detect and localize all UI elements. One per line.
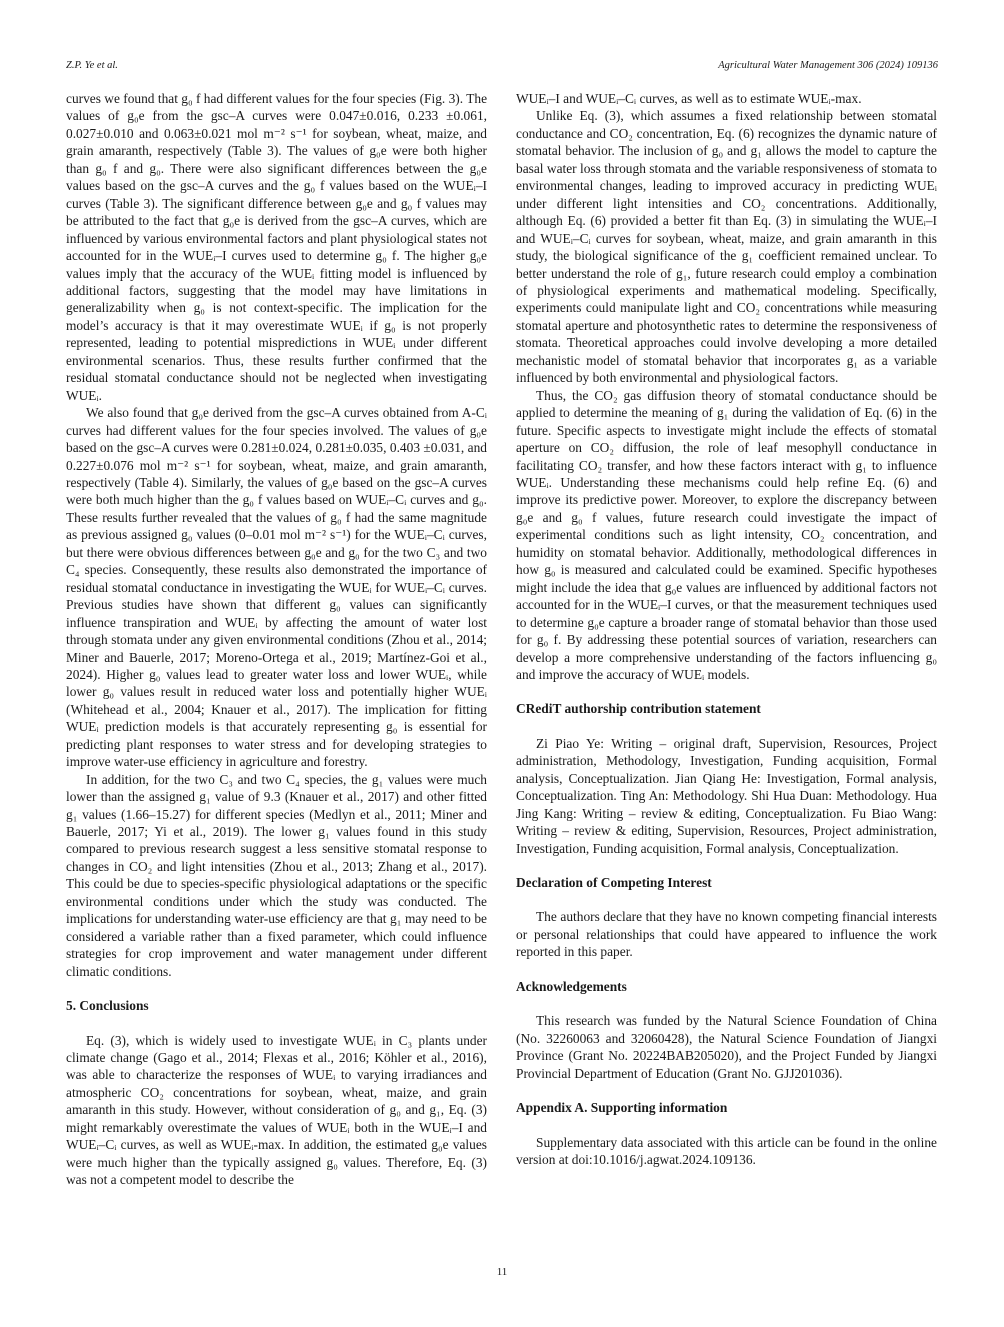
paragraph: WUEᵢ–I and WUEᵢ–Cᵢ curves, as well as to estimate WUEᵢ-max. [516, 91, 862, 106]
section-heading-credit: CRediT authorship contribution statement [516, 701, 761, 717]
paragraph: Thus, the CO₂ gas diffusion theory of stomatal conductance should be applied to determine the meaning of g₁ during the validation of Eq. (6) in the future. Specific aspects to investigate might include the effects of stomatal aperture on CO₂ diffusion, the role of leaf mesophyll conductance in facilitating CO₂ transfer, and how these factors interact with g₁ to influence WUEᵢ. Understanding these mechanisms could help refine Eq. (6) and improve its predictive power. Moreover, to explore the discrepancy between g₀e and g₀ f values, future research could investigate the impact of experimental conditions such as light intensity, CO₂ concentration, and humidity on stomatal behavior. Additionally, methodological differences in how g₀ is measured and calculated could be examined. Specific hypotheses might include the idea that g₀e values are influenced by additional factors not accounted for in the WUEᵢ–I curves, or that the measurement techniques used to determine g₀e capture a broader range of stomatal behavior than those used for g₀ f. By addressing these potential sources of variation, researchers can develop a more comprehensive understanding of the factors influencing g₀ and improve the accuracy of WUEᵢ models. [516, 387, 937, 682]
page-number: 11 [496, 1266, 508, 1278]
paragraph: Zi Piao Ye: Writing – original draft, Supervision, Resources, Project administration, Methodology, Investigation, Funding acquisition, Formal analysis, Conceptualization. Jian Qiang He: Investigation, Formal analysis, Conceptualization. Ting An: Methodology. Shi Hua Duan: Methodology. Hua Jing Kang: Writing – review & editing, Conceptualization. Fu Biao Wang: Writing – review & editing, Supervision, Resources, Project administration, Investigation, Funding acquisition, Formal analysis, Conceptualization. [516, 735, 937, 856]
paragraph: This research was funded by the Natural Science Foundation of China (No. 32260063 and 32060428), the Natural Science Foundation of Jiangxi Province (Grant No. 20224BAB205020), and the Project Funded by Jiangxi Provincial Department of Education (Grant No. GJJ201036). [516, 1013, 937, 1081]
header-authors: Z.P. Ye et al. [66, 60, 118, 71]
right-column [516, 90, 937, 1168]
section-heading-acknowledgements: Acknowledgements [516, 978, 627, 994]
paragraph: The authors declare that they have no known competing financial interests or personal relationships that could have appeared to influence the work reported in this paper. [516, 909, 937, 960]
left-column [66, 90, 487, 1189]
paragraph: Eq. (3), which is widely used to investigate WUEᵢ in C₃ plants under climate change (Gago et al., 2014; Flexas et al., 2016; Köhler et al., 2016), was able to characterize the responses of WUEᵢ to varying irradiances and atmospheric CO₂ concentrations for soybean, wheat, maize, and grain amaranth in this study. However, without consideration of g₀ and g₁, Eq. (3) might remarkably overestimate the values of WUEᵢ both in the WUEᵢ–I and WUEᵢ–Cᵢ curves, as well as WUEᵢ-max. In addition, the estimated g₀e values were much higher than the typically assigned g₀ values. Therefore, Eq. (3) was not a competent model to describe the [66, 1032, 487, 1188]
running-header [66, 60, 938, 76]
section-heading-competing-interest: Declaration of Competing Interest [516, 875, 712, 891]
section-heading-appendix: Appendix A. Supporting information [516, 1100, 728, 1116]
header-journal: Agricultural Water Management 306 (2024) 109136 [718, 60, 938, 71]
paragraph: Supplementary data associated with this article can be found in the online version at doi:10.1016/j.agwat.2024.109136. [516, 1134, 937, 1168]
paragraph: In addition, for the two C₃ and two C₄ species, the g₁ values were much lower than the assigned g₁ value of 9.3 (Knauer et al., 2017) and other fitted g₁ values (1.66–15.27) for different species (Medlyn et al., 2011; Miner and Bauerle, 2017; Yi et al., 2019). The lower g₁ values found in this study compared to previous research suggest a less sensitive stomatal response to changes in CO₂ and light intensities (Zhou et al., 2013; Zhang et al., 2017). This could be due to species-specific physiological adaptations or the specific environmental conditions under which the study was conducted. The implications for understanding water-use efficiency are that g₁ may need to be considered a variable rather than a fixed parameter, which could influence strategies for crop improvement and water management under different climatic conditions. [66, 771, 487, 979]
paragraph: curves we found that g₀ f had different values for the four species (Fig. 3). The values of g₀e from the gsc–A curves were 0.047±0.016, 0.233 ±0.061, 0.027±0.010 and 0.063±0.021 mol m⁻² s⁻¹ for soybean, wheat, maize, and grain amaranth, respectively (Table 3). The values of g₀e were both higher than g₀ f and g₀. There were also significant differences between the g₀e values based on the gsc–A curves and the g₀ f values based on the WUEᵢ–I curves (Table 3). The significant difference between g₀e and g₀ f values may be attributed to the fact that g₀e is derived from the gsc–A curves, which are influenced by various environmental factors and plant physiological states not accounted for in the WUEᵢ–I curves used to determine g₀ f. The higher g₀e values imply that the accuracy of the WUEᵢ fitting model is influenced by additional factors, suggesting that the model may have limitations in generalizability when g₀ is not context-specific. The implication for the model’s accuracy is that it may overestimate WUEᵢ if g₀ is not properly represented, leading to potential mispredictions in WUEᵢ under different environmental scenarios. Thus, these results further confirmed that the residual stomatal conductance should not be neglected when investigating WUEᵢ. [66, 91, 488, 403]
section-heading-conclusions: 5. Conclusions [66, 998, 149, 1014]
paragraph: Unlike Eq. (3), which assumes a fixed relationship between stomatal conductance and CO₂ concentration, Eq. (6) recognizes the dynamic nature of stomatal behavior. The inclusion of g₀ and g₁ allows the model to capture the basal water loss through stomata and the variable responsiveness of stomata to environmental changes, leading to improved accuracy in predicting WUEᵢ under different light intensities and CO₂ concentrations. Additionally, although Eq. (6) provided a better fit than Eq. (3) in simulating the WUEᵢ–I and WUEᵢ–Cᵢ curves for soybean, wheat, maize, and grain amaranth in this study, the biological significance of the g₁ coefficient remained unclear. To better understand the role of g₁, future research could employ a combination of physiological experiments and mathematical modeling. Specifically, experiments could manipulate light and CO₂ concentrations while measuring stomatal aperture and photosynthetic rates to determine the responsiveness of stomata. Theoretical approaches could involve developing a more detailed mechanistic model of stomatal behavior that incorporates g₁ as a variable influenced by both environmental and physiological factors. [516, 108, 937, 386]
paragraph: We also found that g₀e derived from the gsc–A curves obtained from A-Cᵢ curves had different values for the four species involved. The values of g₀e based on the gsc–A curves were 0.281±0.024, 0.281±0.035, 0.403 ±0.031, and 0.227±0.076 mol m⁻² s⁻¹ for soybean, wheat, maize, and grain amaranth, respectively (Table 4). Similarly, the values of g₀e based on the gsc–A curves were both much higher than the g₀ f values based on WUEᵢ–Cᵢ curves and g₀. These results further revealed that the values of g₀ f had the same magnitude as previous assigned g₀ values (0–0.01 mol m⁻² s⁻¹) for the WUEᵢ–Cᵢ curves, but there were obvious differences between g₀e and g₀ for the two C₃ and two C₄ species. Consequently, these results also demonstrated the importance of residual stomatal conductance in investigating the WUEᵢ for WUEᵢ–Cᵢ curves. Previous studies have shown that different g₀ values can significantly influence transpiration and WUEᵢ by affecting the amount of water lost through stomata under any given environmental conditions (Zhou et al., 2014; Miner and Bauerle, 2017; Moreno-Ortega et al., 2019; Martínez-Goi et al., 2024). Higher g₀ values lead to greater water loss and lower WUEᵢ, while lower g₀ values result in reduced water loss and potentially higher WUEᵢ (Whitehead et al., 2004; Knauer et al., 2017). The implication for fitting WUEᵢ prediction models is that accurately representing g₀ is essential for predicting plant responses to water stress and for developing strategies to improve water-use efficiency in agriculture and forestry. [66, 405, 487, 770]
